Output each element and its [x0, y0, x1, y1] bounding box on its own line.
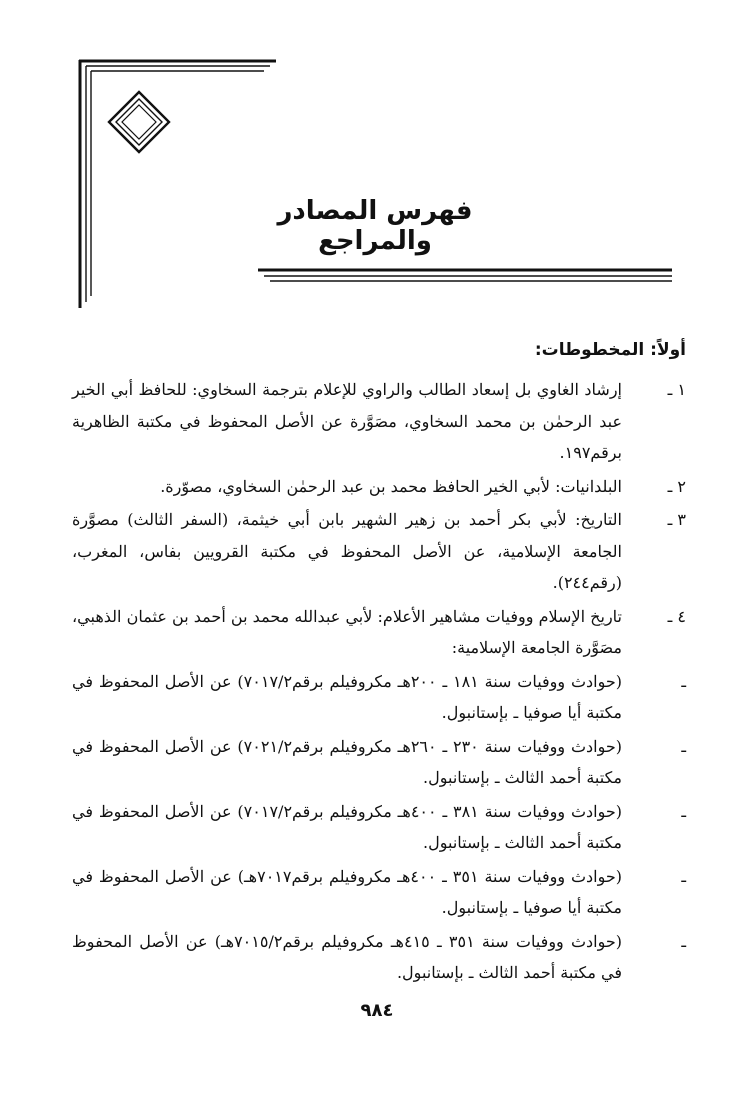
- entry-marker: ـ: [681, 736, 686, 756]
- entry-marker: ـ: [681, 801, 686, 821]
- entry-marker: ٤ ـ: [667, 606, 686, 626]
- page-title: فهرس المصادر والمراجع: [277, 196, 473, 256]
- entry-marker: ١ ـ: [667, 380, 686, 399]
- entry-text: إرشاد الغاوي بل إسعاد الطالب والراوي للإعلام بترجمة السخاوي: للحافظ أبي الخير عبد الرحمٰن بن محمد السخاوي، مصَوَّرة عن الأصل المحفوظ في مكتبة الظاهرية برقم١٩٧.: [72, 380, 622, 462]
- entry-text: تاريخ الإسلام ووفيات مشاهير الأعلام: لأبي عبدالله محمد بن أحمد بن عثمان الذهبي، مصَوَّرة الجامعة الإسلامية:: [72, 606, 622, 657]
- entry-text: التاريخ: لأبي بكر أحمد بن زهير الشهير بابن أبي خيثمة، (السفر الثالث) مصوَّرة الجامعة الإسلامية، عن الأصل المحفوظ في مكتبة القرويين بفاس، المغرب، (رقم٢٤٤).: [72, 510, 622, 592]
- entry-marker: ٢ ـ: [667, 476, 686, 496]
- diamond-ornament-icon: [105, 88, 173, 156]
- entry-text: البلدانيات: لأبي الخير الحافظ محمد بن عبد الرحمٰن السخاوي، مصوّرة.: [160, 476, 622, 496]
- entry-text: (حوادث ووفيات سنة ٣٥١ ـ ٤١٥هـ مكروفيلم برقم٧٠١٥/٢هـ) عن الأصل المحفوظ في مكتبة أحمد الثالث ـ بإستانبول.: [72, 931, 623, 982]
- entry-text: (حوادث ووفيات سنة ١٨١ ـ ٢٠٠هـ مكروفيلم برقم٧٠١٧/٢) عن الأصل المحفوظ في مكتبة أيا صوفيا ـ بإستانبول.: [72, 671, 623, 722]
- entry-marker: ـ: [681, 931, 686, 951]
- section-heading: أولاً: المخطوطات:: [534, 340, 686, 360]
- list-item: [72, 601, 686, 664]
- page-number: ٩٨٤: [360, 1000, 394, 1021]
- list-item: [72, 926, 686, 989]
- list-item: [72, 504, 686, 599]
- list-item: [72, 471, 686, 503]
- entry-text: (حوادث ووفيات سنة ٢٣٠ ـ ٢٦٠هـ مكروفيلم برقم٧٠٢١/٢) عن الأصل المحفوظ في مكتبة أحمد الثالث ـ بإستانبول.: [72, 736, 623, 787]
- entry-text: (حوادث ووفيات سنة ٣٨١ ـ ٤٠٠هـ مكروفيلم برقم٧٠١٧/٢) عن الأصل المحفوظ في مكتبة أحمد الثالث ـ بإستانبول.: [72, 801, 623, 852]
- list-item: [72, 796, 686, 859]
- list-item: [72, 374, 686, 469]
- list-item: [72, 666, 686, 729]
- list-item: [72, 731, 686, 794]
- entry-text: (حوادث ووفيات سنة ٣٥١ ـ ٤٠٠هـ مكروفيلم برقم٧٠١٧هـ) عن الأصل المحفوظ في مكتبة أيا صوفيا ـ بإستانبول.: [72, 866, 623, 917]
- entry-marker: ٣ ـ: [667, 510, 686, 529]
- entry-marker: ـ: [681, 866, 686, 886]
- list-item: [72, 861, 686, 924]
- entry-marker: ـ: [681, 671, 686, 691]
- bibliography-list: [72, 374, 686, 991]
